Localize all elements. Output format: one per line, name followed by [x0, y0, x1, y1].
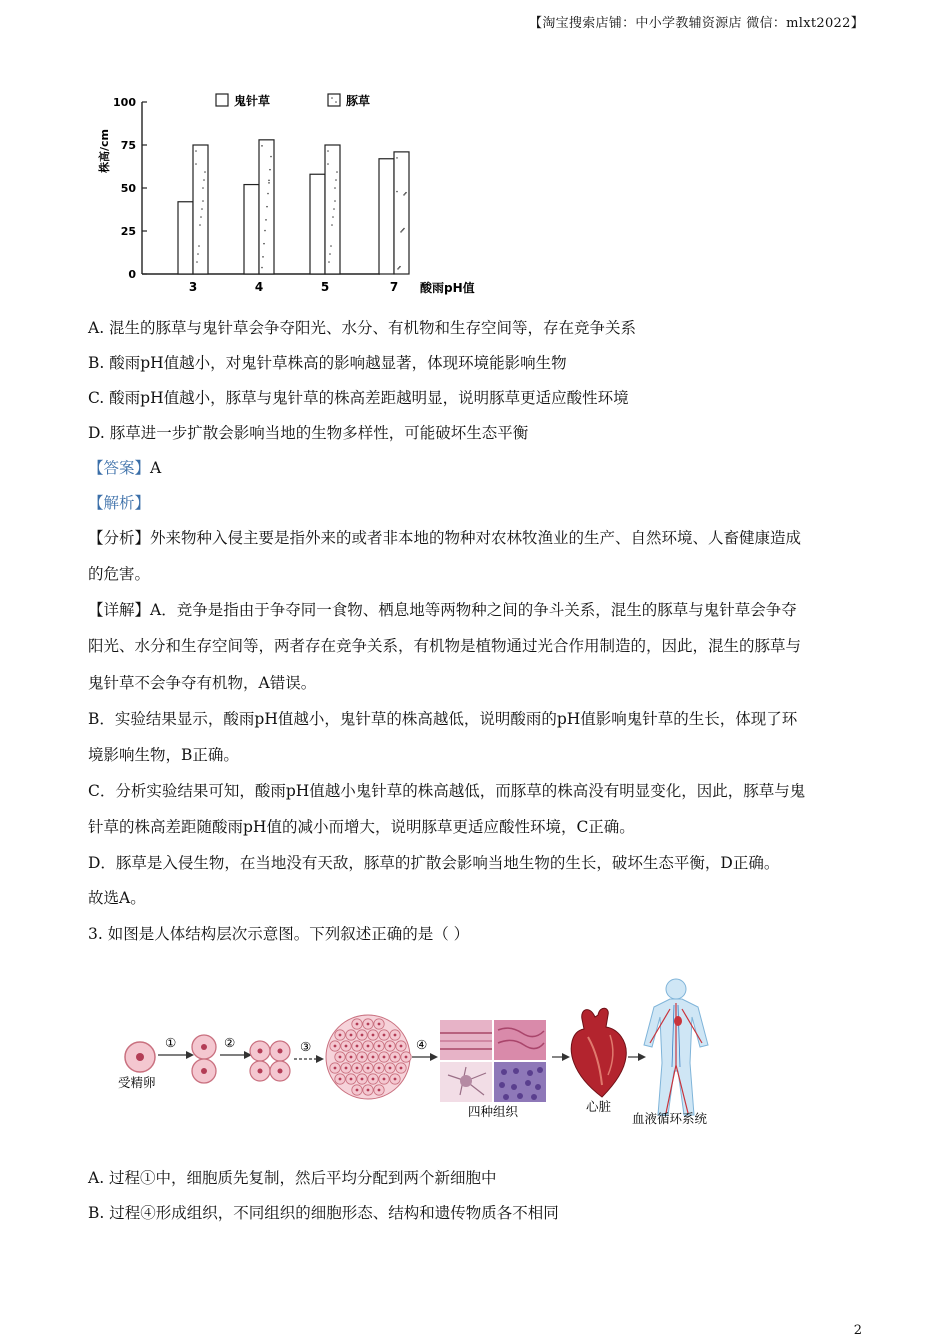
bar-tuncao-dot	[200, 216, 202, 218]
y-tick-label: 0	[128, 268, 136, 281]
four-tissues-label: 四种组织	[468, 1104, 519, 1119]
morula-cell-nucleus	[372, 1034, 375, 1037]
morula-cell-nucleus	[394, 1034, 397, 1037]
xiangjie-line-a1	[88, 598, 863, 622]
bar-tuncao	[394, 152, 409, 274]
fenxi-line-2: 的危害。	[88, 565, 151, 583]
morula-cell-nucleus	[389, 1045, 392, 1048]
q2-option-b: B. 酸雨pH值越小，对鬼针草株高的影响越显著，体现环境能影响生物	[88, 354, 567, 372]
bar-tuncao-dot	[262, 256, 264, 258]
xiangjie-line-b1: B．实验结果显示，酸雨pH值越小，鬼针草的株高越低，说明酸雨的pH值影响鬼针草的生长，体现了环	[88, 710, 798, 728]
morula-cell-nucleus	[400, 1045, 403, 1048]
morula-cell-nucleus	[339, 1034, 342, 1037]
bar-tuncao-dot	[197, 253, 199, 255]
morula-cell-nucleus	[378, 1067, 381, 1070]
morula-cell-nucleus	[367, 1089, 370, 1092]
page-number: 2	[853, 1323, 862, 1338]
circulatory-system-label: 血液循环系统	[632, 1111, 708, 1126]
xiangjie-line-b2: 境影响生物，B正确。	[88, 746, 239, 764]
morula-cell-nucleus	[394, 1056, 397, 1059]
fenxi-label: 【分析】	[88, 529, 151, 547]
legend-dot	[331, 97, 333, 99]
step-4-label: ④	[416, 1037, 428, 1052]
x-tick-label: 4	[254, 280, 264, 294]
bar-tuncao-dot	[203, 179, 205, 181]
legend-label-guizhencao: 鬼针草	[234, 94, 271, 108]
morula-cell-nucleus	[334, 1045, 337, 1048]
morula-cell-nucleus	[350, 1034, 353, 1037]
answer-label: 【答案】	[88, 459, 151, 477]
q2-option-a: A. 混生的豚草与鬼针草会争夺阳光、水分、有机物和生存空间等，存在竞争关系	[88, 319, 637, 337]
morula-cell-nucleus	[383, 1034, 386, 1037]
heart-image	[571, 1008, 626, 1097]
bar-tuncao-dot	[195, 150, 197, 152]
y-tick-label: 100	[113, 96, 136, 109]
morula-cell-nucleus	[389, 1067, 392, 1070]
xiangjie-label: 【详解】	[88, 601, 151, 619]
bar-tuncao-dot	[332, 216, 334, 218]
bar-tuncao-dot	[202, 200, 204, 202]
bar-tuncao-dot	[196, 261, 198, 263]
morula-cell-nucleus	[361, 1056, 364, 1059]
morula-cell-nucleus	[383, 1056, 386, 1059]
bar-tuncao-dot	[204, 171, 206, 173]
bar-tuncao-dot	[263, 243, 265, 245]
xiangjie-a1-text: A．竞争是指由于争夺同一食物、栖息地等两物种之间的争斗关系，混生的豚草与鬼针草会争夺	[150, 601, 797, 619]
morula-cell-nucleus	[378, 1045, 381, 1048]
bar-tuncao-dot	[403, 228, 405, 230]
q3-option-a: A. 过程①中，细胞质先复制，然后平均分配到两个新细胞中	[88, 1169, 497, 1187]
xiangjie-line-d1: D．豚草是入侵生物，在当地没有天敌，豚草的扩散会影响当地生物的生长，破坏生态平衡，D正确。	[88, 854, 780, 872]
cell-cluster-image	[326, 1015, 411, 1099]
bar-tuncao-dot	[268, 180, 270, 182]
q2-option-d: D. 豚草进一步扩散会影响当地的生物多样性，可能破坏生态平衡	[88, 424, 529, 442]
step-1-label: ①	[165, 1035, 177, 1050]
bar-tuncao-dot	[333, 208, 335, 210]
zygote-image	[125, 1042, 155, 1072]
morula-cell-nucleus	[350, 1078, 353, 1081]
bar-tuncao-dot	[261, 145, 263, 147]
bar-tuncao-dot	[266, 206, 268, 208]
bar-tuncao-dot	[265, 219, 267, 221]
bar-tuncao-dot	[198, 245, 200, 247]
morula-cell-nucleus	[361, 1078, 364, 1081]
legend-swatch-tuncao	[328, 94, 340, 106]
morula-cell-nucleus	[356, 1089, 359, 1092]
morula-cell-nucleus	[339, 1078, 342, 1081]
bar-tuncao-dot	[195, 163, 197, 165]
conclusion: 故选A。	[88, 889, 146, 907]
heart-label: 心脏	[586, 1099, 612, 1114]
bar-tuncao-dot	[267, 193, 269, 195]
fenxi-text: 外来物种入侵主要是指外来的或者非本地的物种对农林牧渔业的生产、自然环境、人畜健康造成	[150, 529, 802, 547]
x-axis-label: 酸雨pH值	[420, 281, 475, 295]
q2-option-c: C. 酸雨pH值越小，豚草与鬼针草的株高差距越明显，说明豚草更适应酸性环境	[88, 389, 629, 407]
morula-cell-nucleus	[367, 1045, 370, 1048]
q3-option-b: B. 过程④形成组织，不同组织的细胞形态、结构和遗传物质各不相同	[88, 1204, 559, 1222]
bar-tuncao-dot	[334, 187, 336, 189]
bar-chart	[90, 85, 510, 295]
xiangjie-line-c1: C．分析实验结果可知，酸雨pH值越小鬼针草的株高越低，而豚草的株高没有明显变化，因此，豚草与鬼	[88, 782, 806, 800]
morula-cell-nucleus	[405, 1056, 408, 1059]
answer-value: A	[150, 459, 162, 477]
bar-tuncao-dot	[396, 157, 398, 159]
morula-cell-nucleus	[356, 1023, 359, 1026]
bar-tuncao-dot	[396, 191, 398, 193]
bar-guizhencao	[379, 159, 394, 274]
bar-tuncao-dot	[331, 224, 333, 226]
bar-tuncao	[193, 145, 208, 274]
step-3-label: ③	[300, 1039, 312, 1054]
bar-tuncao-dot	[201, 208, 203, 210]
bar-guizhencao	[310, 174, 325, 274]
morula-cell-nucleus	[367, 1023, 370, 1026]
morula-cell-nucleus	[345, 1045, 348, 1048]
morula-cell-nucleus	[339, 1056, 342, 1059]
bar-guizhencao	[178, 202, 193, 274]
x-tick-label: 7	[389, 280, 399, 294]
zygote-label: 受精卵	[118, 1075, 156, 1090]
bar-tuncao-dot	[327, 163, 329, 165]
bar-tuncao	[325, 145, 340, 274]
x-tick-label: 3	[188, 280, 198, 294]
xiangjie-line-a3: 鬼针草不会争夺有机物，A错误。	[88, 674, 317, 692]
bar-tuncao-dot	[330, 245, 332, 247]
legend-swatch-guizhencao	[216, 94, 228, 106]
bar-tuncao-dot	[264, 230, 266, 232]
legend-label-tuncao: 豚草	[346, 94, 371, 108]
bar-tuncao-dot	[269, 169, 271, 171]
y-tick-label: 50	[120, 182, 136, 195]
circulatory-system-image	[644, 979, 708, 1115]
bar-tuncao-dot	[202, 187, 204, 189]
morula-cell-nucleus	[383, 1078, 386, 1081]
morula-cell-nucleus	[356, 1067, 359, 1070]
bar-tuncao-dot	[199, 224, 201, 226]
bar-tuncao-dot	[405, 192, 407, 194]
morula-cell-nucleus	[350, 1056, 353, 1059]
morula-cell-nucleus	[372, 1078, 375, 1081]
step-2-label: ②	[224, 1035, 236, 1050]
xiangjie-line-a2: 阳光、水分和生存空间等，两者存在竞争关系，有机物是植物通过光合作用制造的，因此，混生的豚草与	[88, 637, 802, 655]
bar-tuncao-dot	[336, 171, 338, 173]
bar-tuncao-dot	[261, 267, 263, 269]
page-header: 【淘宝搜索店铺：中小学教辅资源店 微信：mlxt2022】	[529, 16, 864, 31]
morula-cell-nucleus	[372, 1056, 375, 1059]
morula-cell-nucleus	[378, 1023, 381, 1026]
bar-tuncao-dot	[399, 266, 401, 268]
analysis-label: 【解析】	[88, 494, 151, 512]
morula-cell-nucleus	[345, 1067, 348, 1070]
bar-tuncao-dot	[270, 156, 272, 158]
y-tick-label: 25	[120, 225, 136, 238]
four-cell-image	[250, 1041, 290, 1081]
bar-tuncao-dot	[329, 253, 331, 255]
bar-tuncao-dot	[335, 179, 337, 181]
fenxi-line-1	[88, 526, 863, 550]
morula-cell-nucleus	[394, 1078, 397, 1081]
x-tick-label: 5	[320, 280, 330, 294]
answer-line	[88, 456, 863, 480]
two-cell-image	[192, 1035, 216, 1083]
xiangjie-line-c2: 针草的株高差距随酸雨pH值的减小而增大，说明豚草更适应酸性环境，C正确。	[88, 818, 635, 836]
morula-cell-nucleus	[334, 1067, 337, 1070]
q3-stem: 3. 如图是人体结构层次示意图。下列叙述正确的是（ ）	[88, 925, 470, 943]
morula-cell-nucleus	[361, 1034, 364, 1037]
y-axis-label: 株高/cm	[98, 129, 111, 173]
bar-tuncao-dot	[268, 182, 270, 184]
legend-dot	[335, 101, 337, 103]
bar-guizhencao	[244, 185, 259, 274]
four-tissues-image	[440, 1020, 546, 1102]
morula-cell-nucleus	[356, 1045, 359, 1048]
morula-cell-nucleus	[400, 1067, 403, 1070]
morula-cell-nucleus	[378, 1089, 381, 1092]
y-tick-label: 75	[120, 139, 136, 152]
bar-tuncao-dot	[334, 200, 336, 202]
body-structure-diagram	[110, 975, 720, 1135]
bar-tuncao-dot	[327, 150, 329, 152]
morula-cell-nucleus	[367, 1067, 370, 1070]
bar-tuncao-dot	[328, 261, 330, 263]
